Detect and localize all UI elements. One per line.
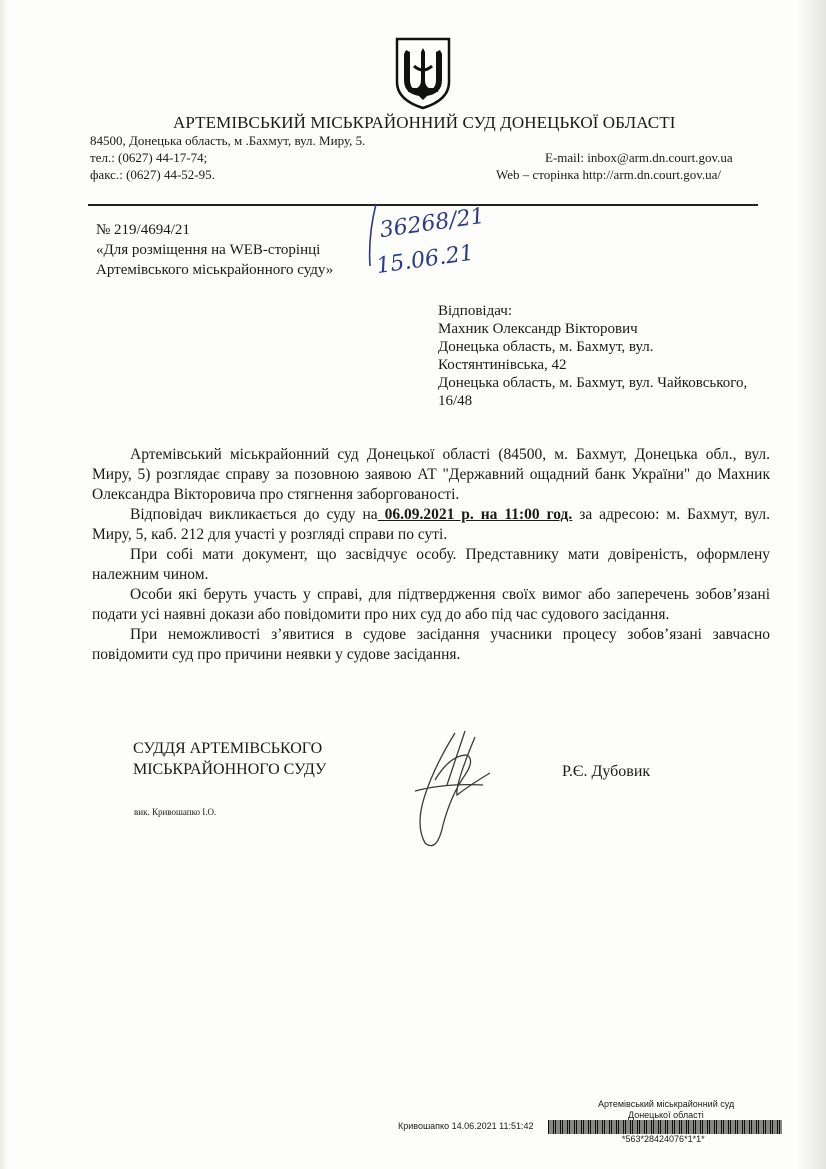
handwritten-number: 36268/21	[378, 203, 487, 244]
stamp-court-line2: Донецької області	[628, 1110, 704, 1120]
court-phone: тел.: (0627) 44-17-74;	[90, 150, 208, 165]
coat-of-arms-icon	[394, 36, 452, 110]
publication-note-line1: «Для розміщення на WEB-сторінці	[96, 242, 321, 258]
judge-name: Р.Є. Дубовик	[562, 763, 651, 780]
notice-body	[92, 445, 770, 665]
paragraph-evidence: Особи які беруть участь у справі, для підтвердження своїх вимог або заперечень зобов’язані подати усі наявні докази або повідомити про них суд до або під час судового засідання.	[92, 586, 770, 623]
hearing-date-time: 06.09.2021 р. на 11:00 год.	[377, 506, 573, 523]
handwritten-registration-note	[358, 198, 487, 280]
page-shadow-left	[0, 0, 8, 1169]
case-number: № 219/4694/21	[96, 222, 190, 238]
court-email: E-mail: inbox@arm.dn.court.gov.ua	[545, 150, 733, 165]
publication-note-line2: Артемівського міськрайонного суду»	[96, 262, 334, 278]
respondent-name: Махник Олександр Вікторович	[438, 321, 638, 337]
stamp-operator: Кривошапко 14.06.2021 11:51:42	[398, 1121, 534, 1131]
court-address: 84500, Донецька область, м .Бахмут, вул. Миру, 5.	[90, 133, 366, 148]
respondent-address-2b: 16/48	[438, 393, 473, 409]
summons-text-end: за адресою: м. Бахмут, вул. Миру, 5, каб. 212 для участі у розгляді справи по суті.	[92, 506, 770, 543]
court-title: АРТЕМІВСЬКИЙ МІСЬКРАЙОННИЙ СУД ДОНЕЦЬКОЇ ОБЛАСТІ	[173, 113, 676, 132]
judge-title-line1: СУДДЯ АРТЕМІВСЬКОГО	[133, 740, 323, 757]
respondent-address-1b: Костянтинівська, 42	[438, 357, 567, 373]
paragraph-absence: При неможливості з’явитися в судове засідання учасники процесу зобов’язані завчасно повідомити суд про причини неявки у судове засідання.	[92, 626, 770, 663]
page-shadow-right	[796, 0, 826, 1169]
judge-signature	[395, 725, 505, 855]
summons-text-start: Відповідач викликається до суду на	[130, 506, 378, 523]
paragraph-documents: При собі мати документ, що засвідчує особу. Представнику мати довіреність, оформлену належним чином.	[92, 546, 770, 583]
handwritten-date: 15.06.21	[374, 240, 476, 280]
judge-title-line2: МІСЬКРАЙОННОГО СУДУ	[133, 761, 327, 778]
paragraph-case: Артемівський міськрайонний суд Донецької області (84500, м. Бахмут, Донецька обл., вул. Миру, 5) розглядає справу за позовною заявою АТ "Державний ощадний банк України" до Махник Олександра Вікторовича про стягнення заборгованості.	[92, 446, 770, 503]
stamp-court-line1: Артемівський міськрайонний суд	[598, 1099, 735, 1109]
respondent-address-2a: Донецька область, м. Бахмут, вул. Чайковського,	[438, 375, 748, 391]
executor: вик. Кривошапко І.О.	[134, 807, 217, 817]
respondent-label: Відповідач:	[438, 303, 512, 319]
respondent-address-1a: Донецька область, м. Бахмут, вул.	[438, 339, 654, 355]
paragraph-summons	[92, 505, 770, 545]
court-website: Web – сторінка http://arm.dn.court.gov.ua/	[496, 167, 722, 182]
barcode-icon	[548, 1120, 782, 1134]
stamp-code: *563*28424076*1*1*	[622, 1134, 705, 1144]
court-fax: факс.: (0627) 44-52-95.	[90, 167, 215, 182]
